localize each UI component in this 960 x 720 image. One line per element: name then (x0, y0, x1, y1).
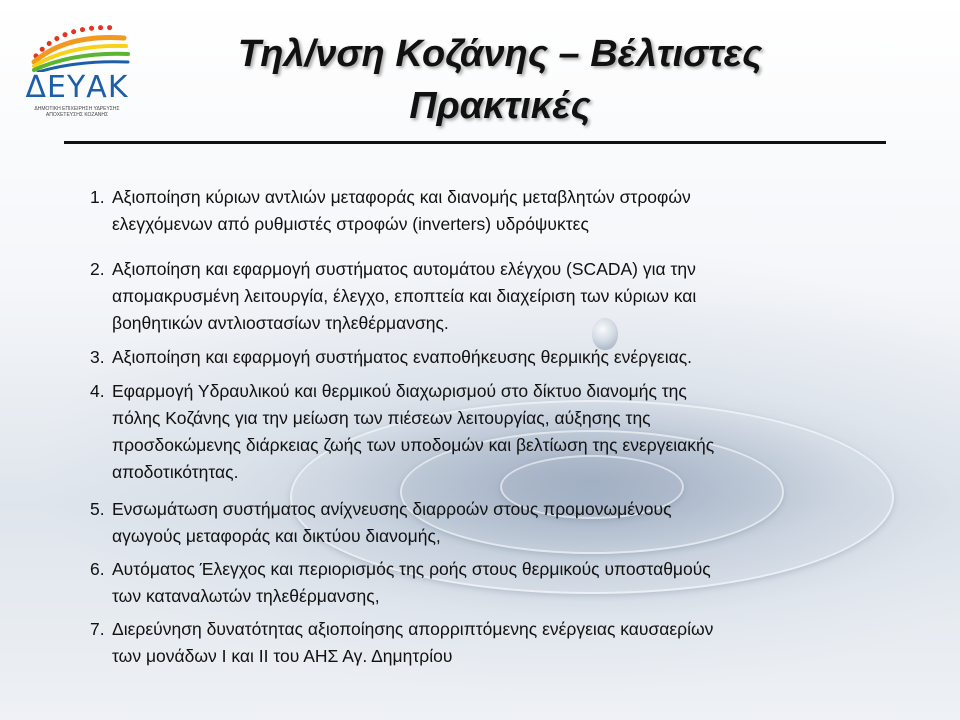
list-item-line: Εφαρμογή Υδραυλικού και θερμικού διαχωρισμού στο δίκτυο διανομής της (112, 381, 687, 401)
list-item-line: πόλης Κοζάνης για την μείωση των πιέσεων λειτουργίας, αύξησης της (112, 408, 651, 428)
list-item-line: προσδοκώμενης διάρκειας ζωής των υποδομών και βελτίωση της ενεργειακής (112, 435, 715, 455)
list-item-line: Αξιοποίηση κύριων αντλιών μεταφοράς και διανομής μεταβλητών στροφών (112, 187, 691, 207)
list-item-number: 1. (90, 187, 105, 207)
list-item-line: αγωγούς μεταφοράς και δικτύου διανομής, (112, 526, 441, 546)
logo-arcs-icon (22, 16, 132, 72)
title-divider (64, 141, 886, 144)
slide-title-line1: Τηλ/νση Κοζάνης – Βέλτιστες (237, 33, 763, 75)
list-item-number: 5. (90, 499, 105, 519)
list-item-line: Αξιοποίηση και εφαρμογή συστήματος αυτομάτου ελέγχου (SCADA) για την (112, 259, 696, 279)
list-item-line: Αυτόματος Έλεγχος και περιορισμός της ροής στους θερμικούς υποσταθμούς (112, 559, 711, 579)
slide-title-line2: Πρακτικές (409, 85, 591, 127)
list-item-1 (90, 184, 900, 238)
list-item-number: 7. (90, 619, 105, 639)
list-item-number: 6. (90, 559, 105, 579)
logo-subtitle-line2: ΑΠΟΧΕΤΕΥΣΗΣ ΚΟΖΑΝΗΣ (45, 112, 109, 118)
logo-subtitle-line1: ΔΗΜΟΤΙΚΗ ΕΠΙΧΕΙΡΗΣΗ ΥΔΡΕΥΣΗΣ (34, 106, 120, 112)
list-item-line: των καταναλωτών τηλεθέρμανσης, (112, 586, 380, 606)
list-item-line: αποδοτικότητας. (112, 462, 239, 482)
list-item-line: βοηθητικών αντλιοστασίων τηλεθέρμανσης. (112, 313, 449, 333)
list-item-line: Διερεύνηση δυνατότητας αξιοποίησης απορριπτόμενης ενέργειας καυσαερίων (112, 619, 714, 639)
list-item-6 (90, 556, 900, 610)
slide-title (180, 28, 820, 132)
list-item-number: 2. (90, 259, 105, 279)
list-item-line: Ενσωμάτωση συστήματος ανίχνευσης διαρροών στους προμονωμένους (112, 499, 672, 519)
logo-name: ΔΕΥΑΚ (25, 70, 129, 105)
list-item-2 (90, 256, 900, 337)
list-item-5 (90, 496, 900, 550)
list-item-line: απομακρυσμένη λειτουργία, έλεγχο, εποπτεία και διαχείριση των κύριων και (112, 286, 697, 306)
list-item-7 (90, 616, 900, 670)
list-item-number: 4. (90, 381, 105, 401)
organization-logo (22, 16, 140, 116)
list-item-4 (90, 378, 900, 486)
list-item-line: των μονάδων I και II του ΑΗΣ Αγ. Δημητρίου (112, 646, 453, 666)
list-item-line: Αξιοποίηση και εφαρμογή συστήματος εναποθήκευσης θερμικής ενέργειας. (112, 347, 692, 367)
list-item-number: 3. (90, 347, 105, 367)
list-item-3 (90, 344, 900, 371)
list-item-line: ελεγχόμενων από ρυθμιστές στροφών (inverters) υδρόψυκτες (112, 214, 589, 234)
